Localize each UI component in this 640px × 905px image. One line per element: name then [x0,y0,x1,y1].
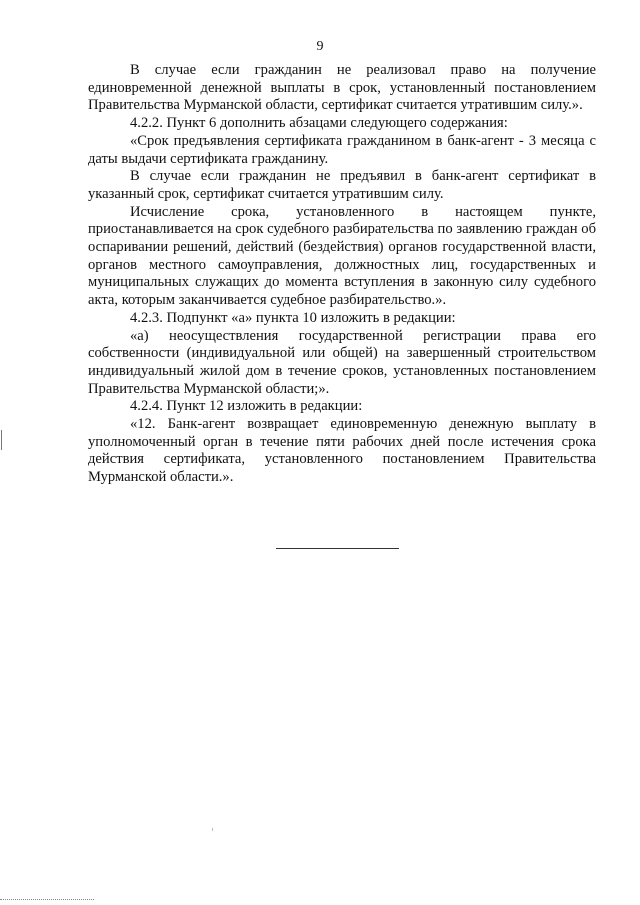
paragraph-term-suspension: Исчисление срока, установленного в настоящем пункте, приостанавливается на срок судебного разбирательства по заявлению граждан об оспаривании решений, действий (бездействия) органов государственной власти, органов местного самоуправления, должностных лиц, государственных и муниципальных служащих до момента вступления в законную силу судебного акта, которым заканчивается судебное разбирательство.». [88,203,596,309]
end-separator-line [276,548,399,549]
paragraph-certificate-void: В случае если гражданин не предъявил в банк-агент сертификат в указанный срок, сертификат считается утратившим силу. [88,168,596,202]
paragraph-item-12: «12. Банк-агент возвращает единовременную денежную выплату в уполномоченный орган в течение пяти рабочих дней после истечения срока действия сертификата, установленного постановлением Правительства Мурманской области.». [88,416,596,486]
footer-dotted-line [0,899,94,900]
paragraph-subitem-a: «а) неосуществления государственной регистрации права его собственности (индивидуальной или общей) на завершенный строительством индивидуальный жилой дом в течение сроков, установленных постановлением Правительства Мурманской области;». [88,327,596,397]
paragraph-presentation-term: «Срок предъявления сертификата гражданином в банк-агент - 3 месяца с даты выдачи сертификата гражданину. [88,132,596,167]
page-number: 9 [316,39,324,54]
paragraph-4-2-3-heading: 4.2.3. Подпункт «а» пункта 10 изложить в редакции: [130,309,456,326]
document-body [88,62,596,487]
scan-speck [212,828,213,831]
paragraph-4-2-2-heading: 4.2.2. Пункт 6 дополнить абзацами следующего содержания: [130,115,508,132]
scan-edge-mark [1,430,2,450]
paragraph-4-2-4-heading: 4.2.4. Пункт 12 изложить в редакции: [130,398,363,415]
paragraph-certificate-expiry: В случае если гражданин не реализовал право на получение единовременной денежной выплаты в срок, установленный постановлением Правительства Мурманской области, сертификат считается утратившим силу.». [88,62,596,114]
